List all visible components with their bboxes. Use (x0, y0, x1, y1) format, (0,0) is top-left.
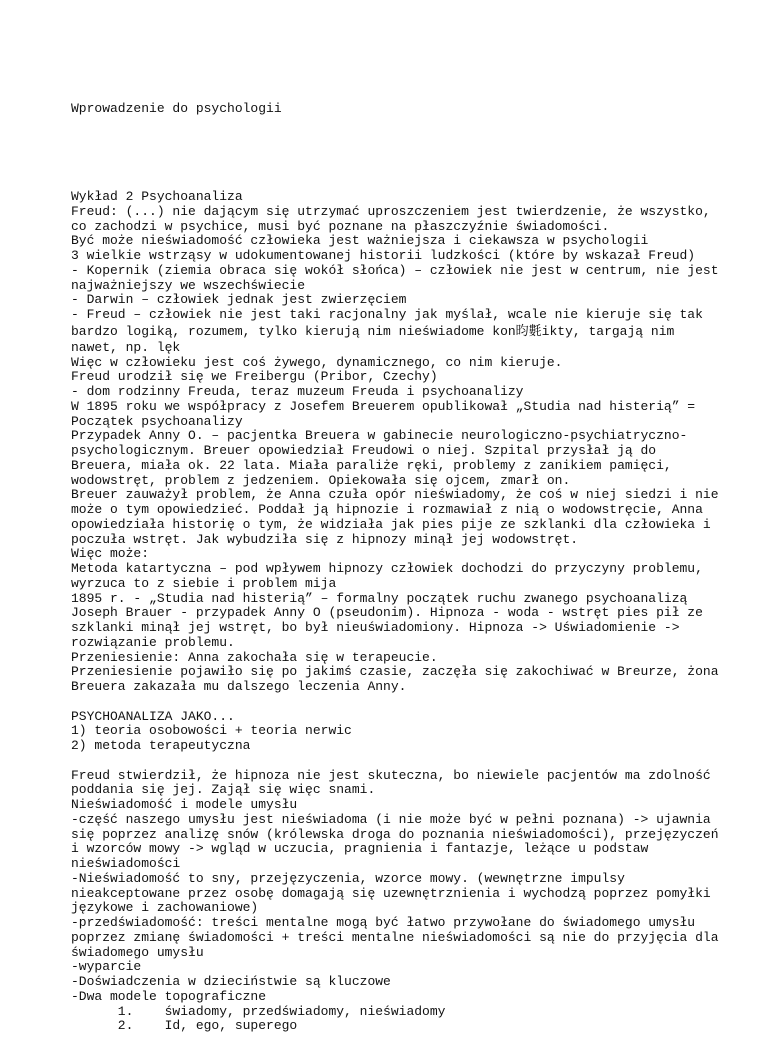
document-body (71, 190, 731, 1034)
text-line: bardzo logiką, rozumem, tylko kierują nim nieświadome kon昀氀ikty, targają nim (71, 323, 675, 339)
document-page (71, 72, 731, 1049)
text-line: poprzez zmianę świadomości + treści mentalne nieświadomości są nie do przyjęcia dla (71, 929, 719, 945)
text-line: i wzorców mowy -> wgląd w uczucia, pragnienia i fantazje, leżące u podstaw (71, 841, 649, 857)
text-line: poddania się jej. Zajął się więc snami. (71, 782, 376, 798)
text-line: Breuera zakazała mu dalszego leczenia Anny. (71, 679, 407, 694)
text-line: Więc w człowieku jest coś żywego, dynamicznego, co nim kieruje. (71, 354, 563, 370)
blank-line (71, 695, 731, 710)
text-line: - dom rodzinny Freuda, teraz muzeum Freuda i psychoanalizy (71, 384, 524, 399)
text-line: - Darwin – człowiek jednak jest zwierzęciem (71, 292, 407, 308)
text-line: Breuera, miała ok. 22 lata. Miała paraliże ręki, problemy z zanikiem pamięci, (71, 457, 672, 473)
text-line: nieświadomości (71, 856, 181, 871)
text-line: Przeniesienie: Anna zakochała się w terapeucie. (71, 649, 438, 665)
text-line: -Dwa modele topograficzne (71, 988, 267, 1004)
text-line: poczuła wstręt. Jak wybudziła się z hipnozy minął jej wodowstręt. (71, 531, 579, 547)
text-line: - Kopernik (ziemia obraca się wokół słońca) – człowiek nie jest w centrum, nie jest (71, 262, 719, 278)
text-line: Freud: (...) nie dającym się utrzymać uproszczeniem jest twierdzenie, że wszystko, (71, 203, 711, 219)
text-line: opowiedziała historię o tym, że widziała jak pies pije ze szklanki dla człowieka i (71, 516, 711, 532)
text-line: świadomego umysłu (71, 944, 204, 960)
text-line: Freud stwierdził, że hipnoza nie jest skuteczna, bo niewiele pacjentów ma zdolność (71, 767, 711, 783)
text-line: 1) teoria osobowości + teoria nerwic (71, 723, 352, 739)
text-line: najważniejszy we wszechświecie (71, 277, 306, 293)
text-line: wodowstręt, problem z jedzeniem. Opiekowała się ojcem, zmarł on. (71, 472, 571, 488)
text-line: 1895 r. - „Studia nad histerią” – formalny początek ruchu zwanego psychoanalizą (71, 590, 688, 606)
text-line: Być może nieświadomość człowieka jest ważniejsza i ciekawsza w psychologii (71, 233, 649, 249)
text-line: Przypadek Anny O. – pacjentka Breuera w gabinecie neurologiczno-psychiatryczno- (71, 428, 688, 444)
text-line: Wykład 2 Psychoanaliza (71, 189, 243, 204)
text-line: językowe i zachowaniowe) (71, 900, 259, 916)
text-line: -część naszego umysłu jest nieświadoma (i nie może być w pełni poznana) -> ujawnia (71, 811, 711, 827)
text-line: -Nieświadomość to sny, przejęzyczenia, wzorce mowy. (wewnętrzne impulsy (71, 870, 625, 886)
text-line: szklanki minął jej wstręt, bo był nieuświadomiony. Hipnoza -> Uświadomienie -> (71, 620, 680, 635)
text-line: -wyparcie (71, 959, 142, 975)
text-line: co zachodzi w psychice, musi być poznane na płaszczyźnie świadomości. (71, 218, 610, 234)
text-line: 3 wielkie wstrząsy w udokumentowanej historii ludzkości (które by wskazał Freud) (71, 248, 696, 263)
text-line: nawet, np. lęk (71, 339, 181, 355)
text-line: 1. świadomy, przedświadomy, nieświadomy (71, 1003, 446, 1019)
blank-line (71, 754, 731, 769)
text-line: Breuer zauważył problem, że Anna czuła opór nieświadomy, że coś w niej siedzi i nie (71, 487, 719, 503)
text-line: Metoda katartyczna – pod wpływem hipnozy człowiek dochodzi do przyczyny problemu, (71, 561, 703, 576)
text-line: -Doświadczenia w dzieciństwie są kluczowe (71, 974, 391, 989)
text-line: psychologicznym. Breuer opowiedział Freudowi o niej. Szpital przysłał ją do (71, 443, 657, 458)
text-line: W 1895 roku we współpracy z Josefem Breuerem opublikował „Studia nad histerią” = (71, 398, 696, 414)
text-line: nieakceptowane przez osobę domagają się uzewnętrznienia i wychodzą poprzez pomyłki (71, 885, 711, 901)
blank-line (71, 146, 731, 161)
text-line: może o tym opowiedzieć. Poddał ją hipnozie i rozmawiał z nią o wodowstręcie, Anna (71, 502, 703, 517)
text-line: wyrzuca to z siebie i problem mija (71, 575, 337, 591)
text-line: Nieświadomość i modele umysłu (71, 797, 298, 812)
text-line: Początek psychoanalizy (71, 413, 243, 429)
text-line: Joseph Brauer - przypadek Anny O (pseudonim). Hipnoza - woda - wstręt pies pił ze (71, 605, 703, 621)
text-line: rozwiązanie problemu. (71, 634, 235, 650)
text-line: się poprzez analizę snów (królewska droga do poznania nieświadomości), przejęzyczeń (71, 826, 719, 842)
document-title: Wprowadzenie do psychologii (71, 100, 282, 116)
text-line: 2. Id, ego, superego (71, 1018, 298, 1034)
text-line: Więc może: (71, 546, 150, 562)
text-line: Przeniesienie pojawiło się po jakimś czasie, zaczęła się zakochiwać w Breurze, żona (71, 664, 719, 680)
text-line: Freud urodził się we Freibergu (Pribor, Czechy) (71, 369, 438, 385)
text-line: PSYCHOANALIZA JAKO... (71, 708, 235, 724)
text-line: -przedświadomość: treści mentalne mogą być łatwo przywołane do świadomego umysłu (71, 915, 696, 930)
text-line: - Freud – człowiek nie jest taki racjonalny jak myślał, wcale nie kieruje się tak (71, 307, 703, 322)
text-line: 2) metoda terapeutyczna (71, 738, 251, 753)
